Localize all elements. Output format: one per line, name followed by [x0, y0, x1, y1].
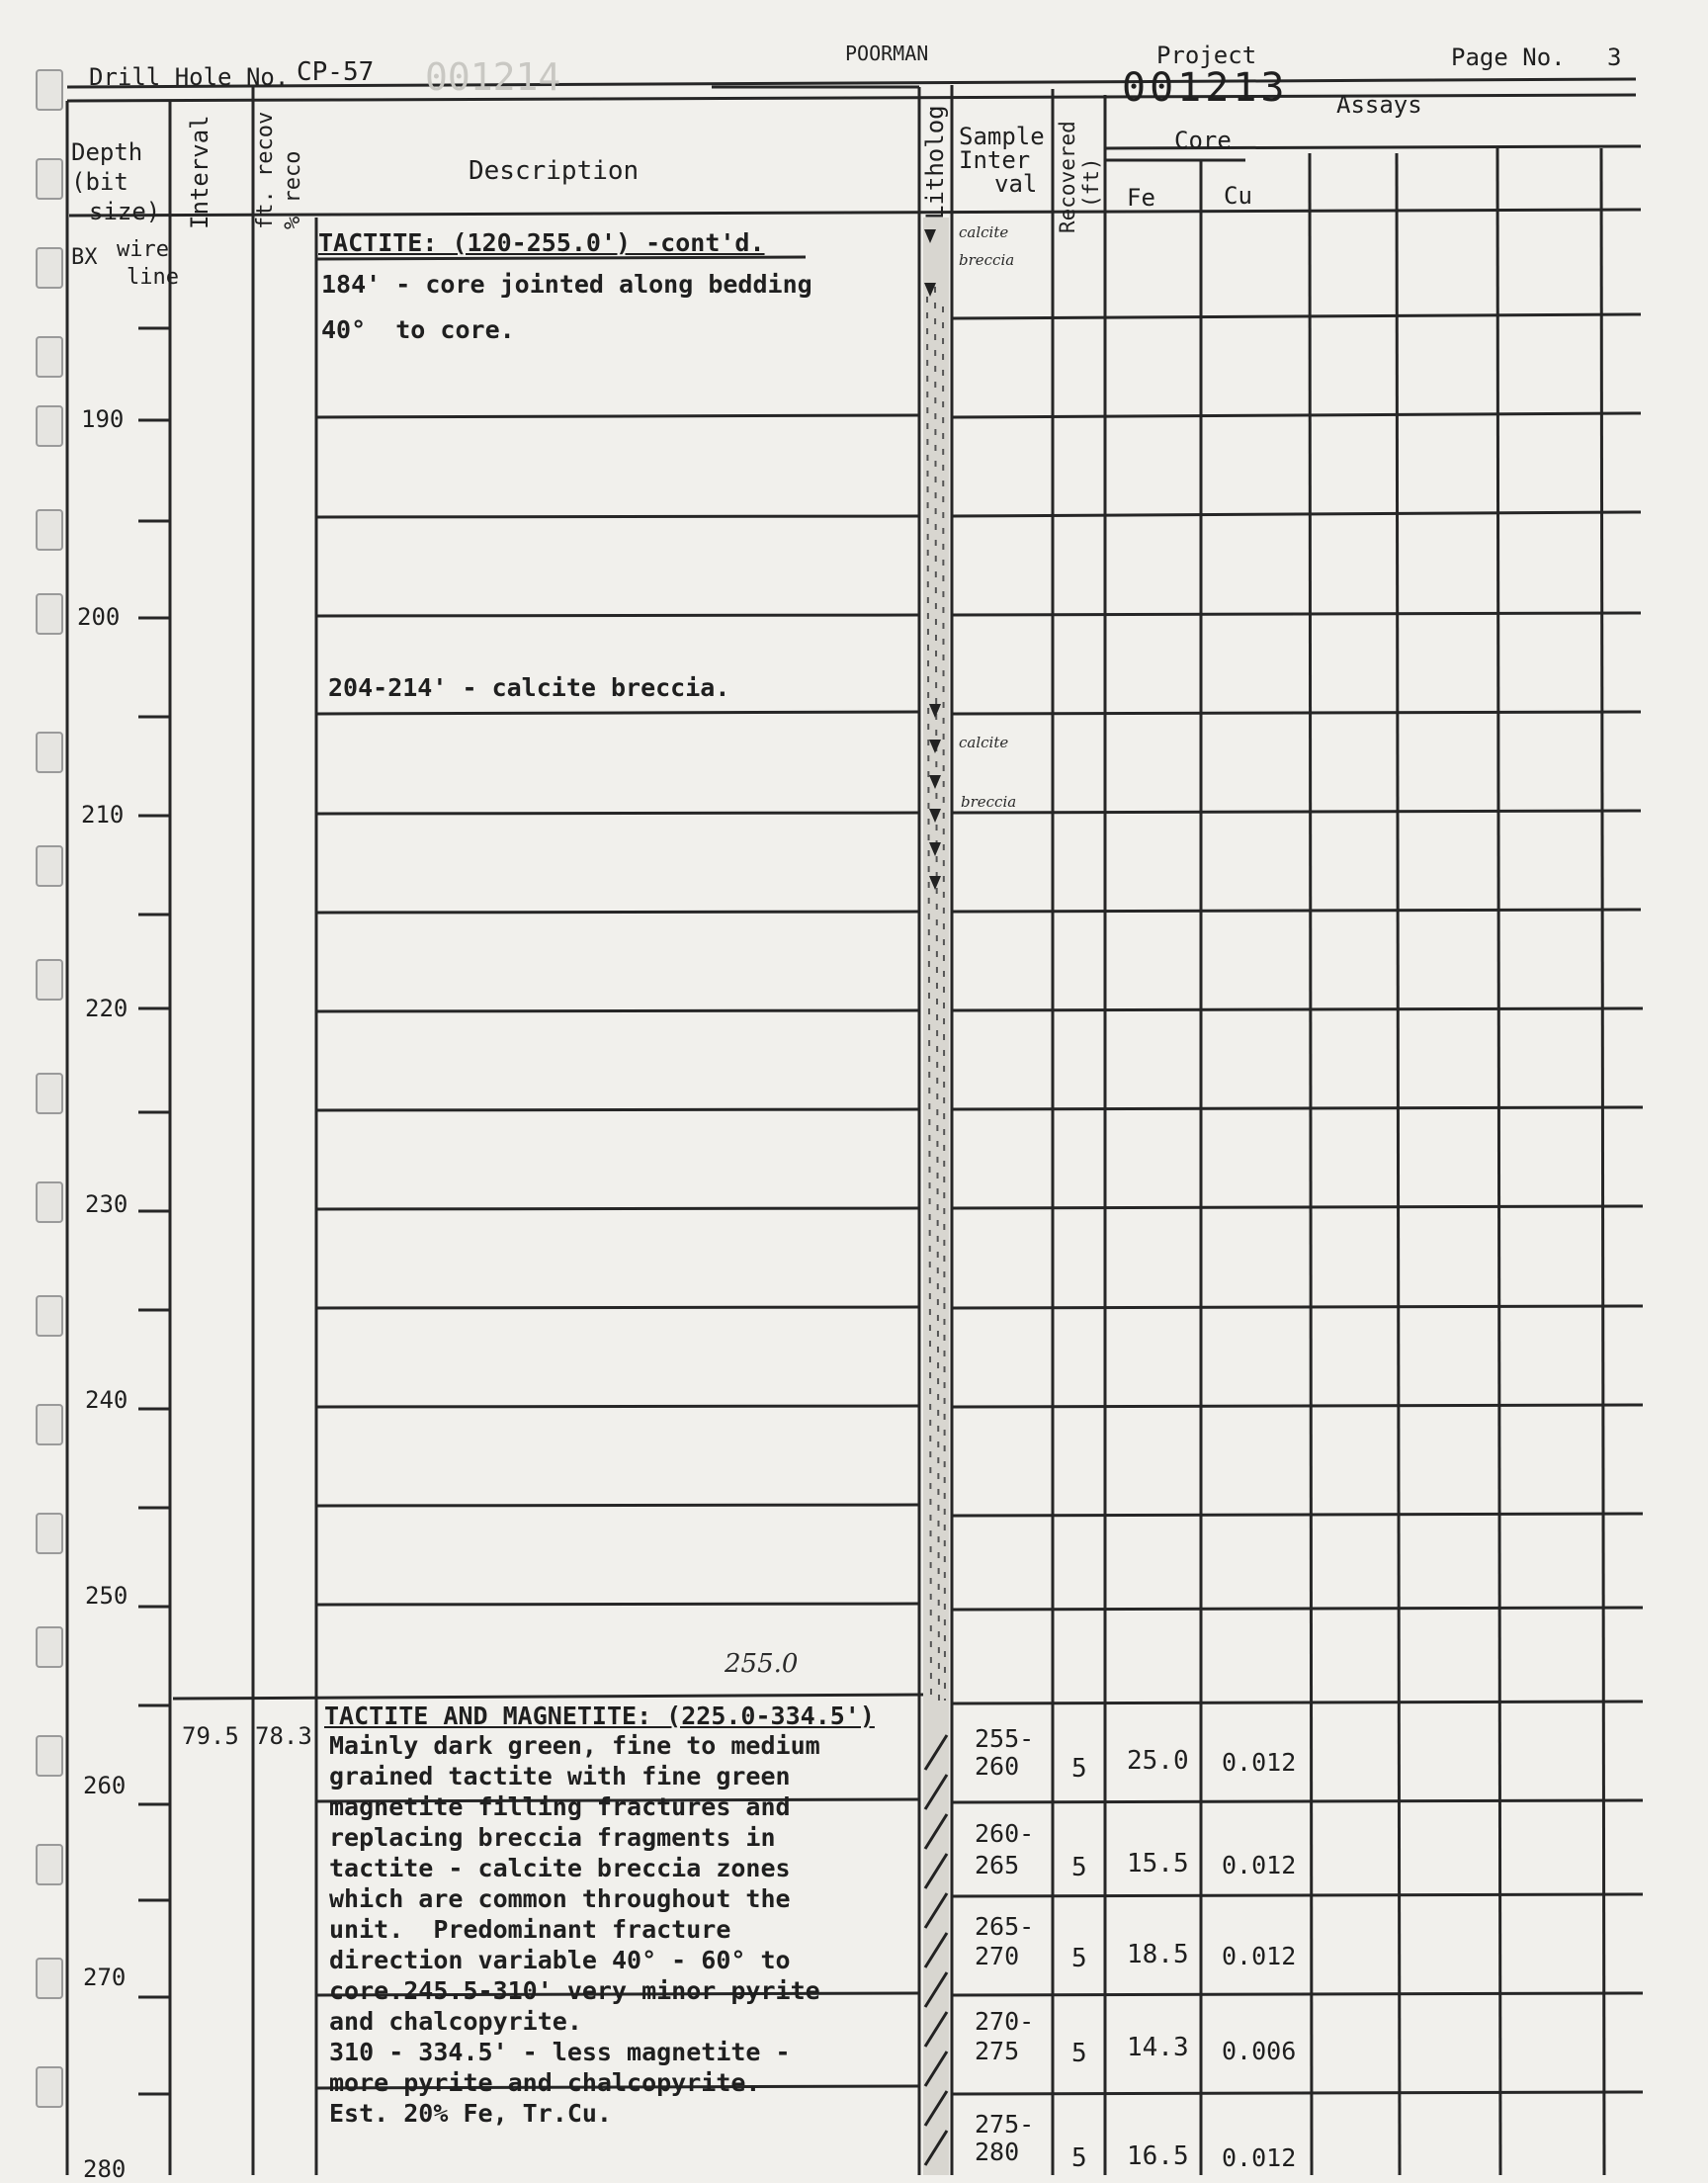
- depth-mark: 230: [85, 1190, 128, 1218]
- description-line: which are common throughout the: [329, 1884, 791, 1913]
- sample-header-line: val: [994, 170, 1038, 198]
- depth-mark: 210: [81, 801, 125, 829]
- sample-from: 270-: [975, 2007, 1035, 2036]
- bit-size-type: BX: [71, 245, 98, 270]
- fe-value: 18.5: [1127, 1940, 1189, 1969]
- fe-value: 16.5: [1127, 2141, 1189, 2171]
- unit-heading: TACTITE: (120-255.0') -cont'd.: [318, 228, 765, 257]
- sample-to: 275: [975, 2037, 1020, 2065]
- cu-value: 0.012: [1222, 1942, 1297, 1970]
- interval-value: 79.5: [182, 1722, 239, 1750]
- sample-to: 270: [975, 1942, 1020, 1970]
- litho-note: calcite: [959, 734, 1009, 751]
- description-line: 310 - 334.5' - less magnetite -: [329, 2038, 791, 2066]
- header-recovery-pct: % reco: [281, 150, 305, 229]
- sample-from: 255-: [975, 1724, 1035, 1753]
- description-line: direction variable 40° - 60° to: [329, 1946, 791, 1974]
- fe-value: 25.0: [1127, 1746, 1189, 1776]
- heading-correction: 255.0: [725, 1649, 799, 1679]
- project-number: 001213: [1122, 65, 1289, 111]
- depth-header-line: size): [89, 198, 161, 225]
- header-cu: Cu: [1224, 182, 1252, 210]
- depth-mark: 220: [85, 995, 128, 1022]
- fe-value: 15.5: [1127, 1849, 1189, 1878]
- header-description: Description: [469, 156, 640, 186]
- sample-from: 275-: [975, 2110, 1035, 2139]
- description-line: magnetite filling fractures and: [329, 1792, 791, 1821]
- faint-stamp: 001214: [425, 55, 561, 99]
- cu-value: 0.006: [1222, 2037, 1297, 2065]
- bit-size-line1: wire: [117, 237, 169, 262]
- sample-recovered: 5: [1071, 1853, 1087, 1882]
- description-line: unit. Predominant fracture: [329, 1915, 731, 1944]
- sample-recovered: 5: [1071, 1944, 1087, 1973]
- sample-recovered: 5: [1071, 2039, 1087, 2068]
- header-recovered: Recovered: [1056, 121, 1079, 233]
- cu-value: 0.012: [1222, 1851, 1297, 1879]
- depth-mark: 250: [85, 1582, 128, 1610]
- lithology-strip: [923, 218, 949, 2175]
- sample-recovered: 5: [1071, 1754, 1087, 1784]
- description-line: 204-214' - calcite breccia.: [328, 673, 730, 702]
- bit-size-line2: line: [127, 265, 179, 290]
- sample-recovered: 5: [1071, 2143, 1087, 2173]
- header-core: Core: [1174, 127, 1232, 154]
- description-line: Mainly dark green, fine to medium: [329, 1731, 820, 1760]
- litho-note: calcite: [959, 223, 1009, 241]
- litho-note: breccia: [961, 793, 1017, 811]
- description-line: replacing breccia fragments in: [329, 1823, 776, 1852]
- recovery-value: 78.3: [255, 1722, 312, 1750]
- fe-value: 14.3: [1127, 2033, 1189, 2062]
- description-line: and chalcopyrite.: [329, 2007, 582, 2036]
- depth-header-line: (bit: [71, 168, 128, 196]
- sample-header-line: Sample: [959, 123, 1045, 150]
- header-interval: Interval: [186, 115, 214, 229]
- sample-header-line: Inter: [959, 146, 1031, 174]
- drill-hole-value: CP-57: [297, 57, 375, 87]
- description-line: core.245.5-310' very minor pyrite: [329, 1976, 820, 2005]
- header-lithology: Litholog: [921, 105, 949, 219]
- description-line: 40° to core.: [321, 315, 515, 344]
- sample-to: 260: [975, 1752, 1020, 1781]
- description-line: 184' - core jointed along bedding: [321, 270, 812, 299]
- description-line: Est. 20% Fe, Tr.Cu.: [329, 2099, 612, 2128]
- property-name: POORMAN: [845, 42, 929, 65]
- depth-mark: 280: [83, 2155, 127, 2183]
- depth-header-line: Depth: [71, 138, 143, 166]
- depth-mark: 240: [85, 1386, 128, 1414]
- header-assays: Assays: [1336, 91, 1422, 119]
- depth-mark: 200: [77, 603, 121, 631]
- page-label: Page No.: [1451, 44, 1566, 71]
- sample-from: 265-: [975, 1912, 1035, 1941]
- description-line: more pyrite and chalcopyrite.: [329, 2068, 761, 2097]
- sample-from: 260-: [975, 1819, 1035, 1848]
- sample-to: 265: [975, 1851, 1020, 1879]
- unit-heading: TACTITE AND MAGNETITE: (225.0-334.5'): [324, 1702, 875, 1730]
- cu-value: 0.012: [1222, 2143, 1297, 2172]
- header-recovery-ft: ft. recov: [253, 111, 278, 229]
- header-recovered-unit: (ft): [1079, 157, 1103, 208]
- sample-to: 280: [975, 2138, 1020, 2166]
- depth-mark: 260: [83, 1772, 127, 1799]
- depth-mark: 270: [83, 1964, 127, 1991]
- description-line: tactite - calcite breccia zones: [329, 1854, 791, 1882]
- description-line: grained tactite with fine green: [329, 1762, 791, 1790]
- page-number: 3: [1607, 44, 1622, 71]
- header-fe: Fe: [1127, 184, 1155, 212]
- cu-value: 0.012: [1222, 1748, 1297, 1777]
- project-label: Project: [1156, 42, 1257, 69]
- drill-hole-label: Drill Hole No.: [89, 63, 290, 91]
- litho-note: breccia: [959, 251, 1015, 269]
- depth-mark: 190: [81, 405, 125, 433]
